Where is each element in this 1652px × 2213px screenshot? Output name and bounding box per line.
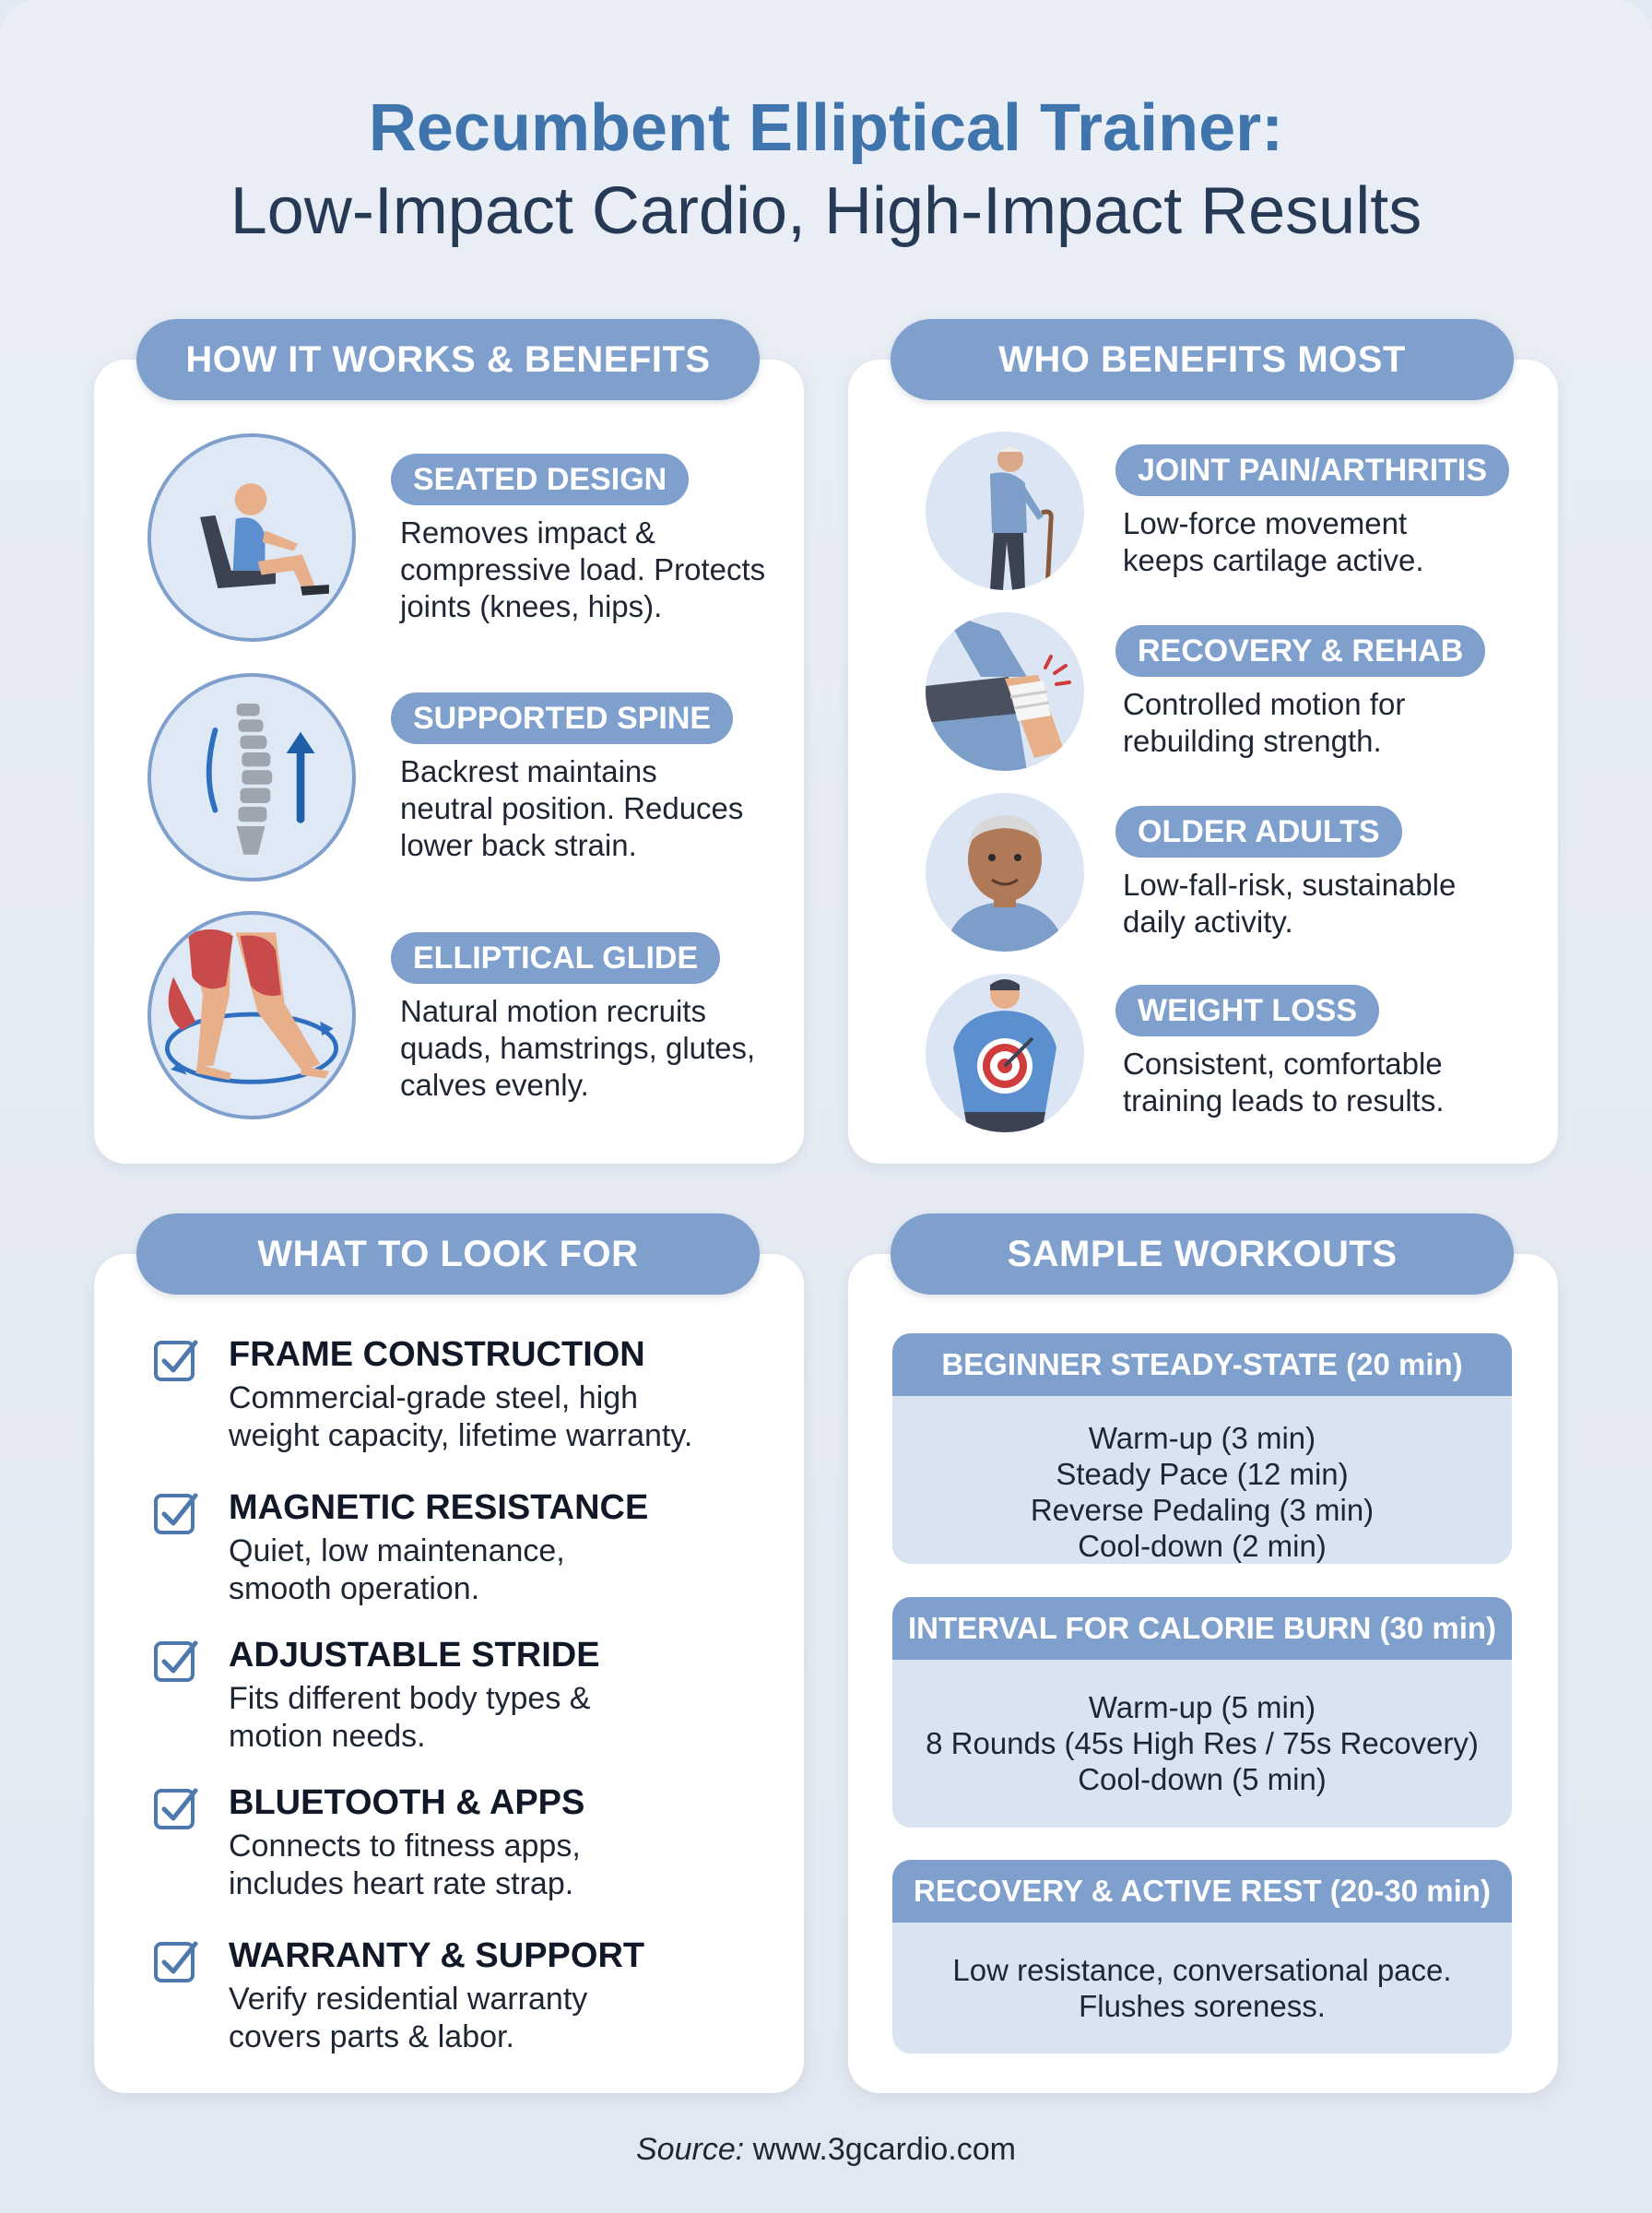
checkbox-checked-icon: [153, 1638, 199, 1684]
checklist-title: BLUETOOTH & APPS: [229, 1783, 585, 1822]
checklist-desc: Commercial-grade steel, high weight capacity, lifetime warranty.: [229, 1380, 693, 1453]
workout-title: RECOVERY & ACTIVE REST (20-30 min): [892, 1860, 1512, 1923]
leg-muscles-icon: [148, 911, 356, 1119]
how-it-works-header: HOW IT WORKS & BENEFITS: [136, 319, 760, 400]
sample-workouts-header: SAMPLE WORKOUTS: [891, 1213, 1514, 1295]
checklist-desc: Connects to fitness apps, includes heart rate strap.: [229, 1828, 581, 1901]
desc-supported-spine: Backrest maintains neutral position. Reduces lower back strain.: [400, 754, 744, 862]
workout-steps: Low resistance, conversational pace. Flushes soreness.: [952, 1953, 1452, 2023]
desc-older-adults: Low-fall-risk, sustainable daily activity.: [1123, 868, 1457, 939]
checkbox-checked-icon: [153, 1490, 199, 1536]
checklist-desc: Fits different body types & motion needs.: [229, 1681, 591, 1754]
tag-joint-pain: JOINT PAIN/ARTHRITIS: [1115, 444, 1509, 496]
checklist-item: [229, 1486, 874, 1608]
checkbox-checked-icon: [153, 1337, 199, 1383]
who-benefits-header: WHO BENEFITS MOST: [891, 319, 1514, 400]
checklist-desc: Verify residential warranty covers parts & labor.: [229, 1982, 588, 2054]
workout-title: INTERVAL FOR CALORIE BURN (30 min): [892, 1597, 1512, 1660]
checkbox-checked-icon: [153, 1938, 199, 1984]
checklist-title: FRAME CONSTRUCTION: [229, 1335, 645, 1374]
tag-older-adults: OLDER ADULTS: [1115, 806, 1402, 858]
older-adult-face-icon: [926, 793, 1084, 952]
target-person-icon: [926, 974, 1084, 1132]
workout-card-interval: [892, 1597, 1512, 1828]
desc-weight-loss: Consistent, comfortable training leads to results.: [1123, 1047, 1445, 1118]
tag-supported-spine: SUPPORTED SPINE: [391, 692, 733, 744]
workout-title: BEGINNER STEADY-STATE (20 min): [892, 1333, 1512, 1396]
checklist-title: ADJUSTABLE STRIDE: [229, 1636, 600, 1675]
seated-person-icon: [148, 433, 356, 642]
checklist-title: WARRANTY & SUPPORT: [229, 1936, 645, 1975]
elderly-cane-icon: [926, 432, 1084, 590]
spine-icon: [148, 673, 356, 882]
workout-card-recovery: [892, 1860, 1512, 2053]
workout-card-beginner: [892, 1333, 1512, 1564]
bandaged-knee-icon: [926, 612, 1084, 771]
checklist-title: MAGNETIC RESISTANCE: [229, 1488, 649, 1527]
what-to-look-for-header: WHAT TO LOOK FOR: [136, 1213, 760, 1295]
tag-recovery-rehab: RECOVERY & REHAB: [1115, 625, 1485, 677]
source-credit: [0, 2132, 1652, 2168]
desc-joint-pain: Low-force movement keeps cartilage active.: [1123, 506, 1424, 577]
checklist-desc: Quiet, low maintenance, smooth operation.: [229, 1533, 565, 1606]
source-label: Source:: [636, 2132, 745, 2167]
checklist-item: [229, 1935, 874, 2056]
page-title: [0, 88, 1652, 254]
checklist-item: [229, 1781, 874, 1903]
tag-seated-design: SEATED DESIGN: [391, 454, 689, 505]
workout-steps: Warm-up (5 min) 8 Rounds (45s High Res / 75s Recovery) Cool-down (5 min): [926, 1690, 1479, 1796]
source-url: www.3gcardio.com: [752, 2132, 1016, 2167]
desc-elliptical-glide: Natural motion recruits quads, hamstrings, glutes, calves evenly.: [400, 994, 756, 1102]
title-line-2: Low-Impact Cardio, High-Impact Results: [230, 174, 1422, 248]
desc-recovery-rehab: Controlled motion for rebuilding strength.: [1123, 687, 1406, 758]
title-line-1: Recumbent Elliptical Trainer:: [368, 91, 1284, 165]
tag-weight-loss: WEIGHT LOSS: [1115, 985, 1379, 1036]
workout-steps: Warm-up (3 min) Steady Pace (12 min) Reverse Pedaling (3 min) Cool-down (2 min): [1030, 1421, 1375, 1563]
checkbox-checked-icon: [153, 1785, 199, 1831]
checklist-item: [229, 1634, 874, 1756]
desc-seated-design: Removes impact & compressive load. Protects joints (knees, hips).: [400, 515, 766, 623]
checklist-item: [229, 1333, 874, 1455]
tag-elliptical-glide: ELLIPTICAL GLIDE: [391, 932, 720, 984]
